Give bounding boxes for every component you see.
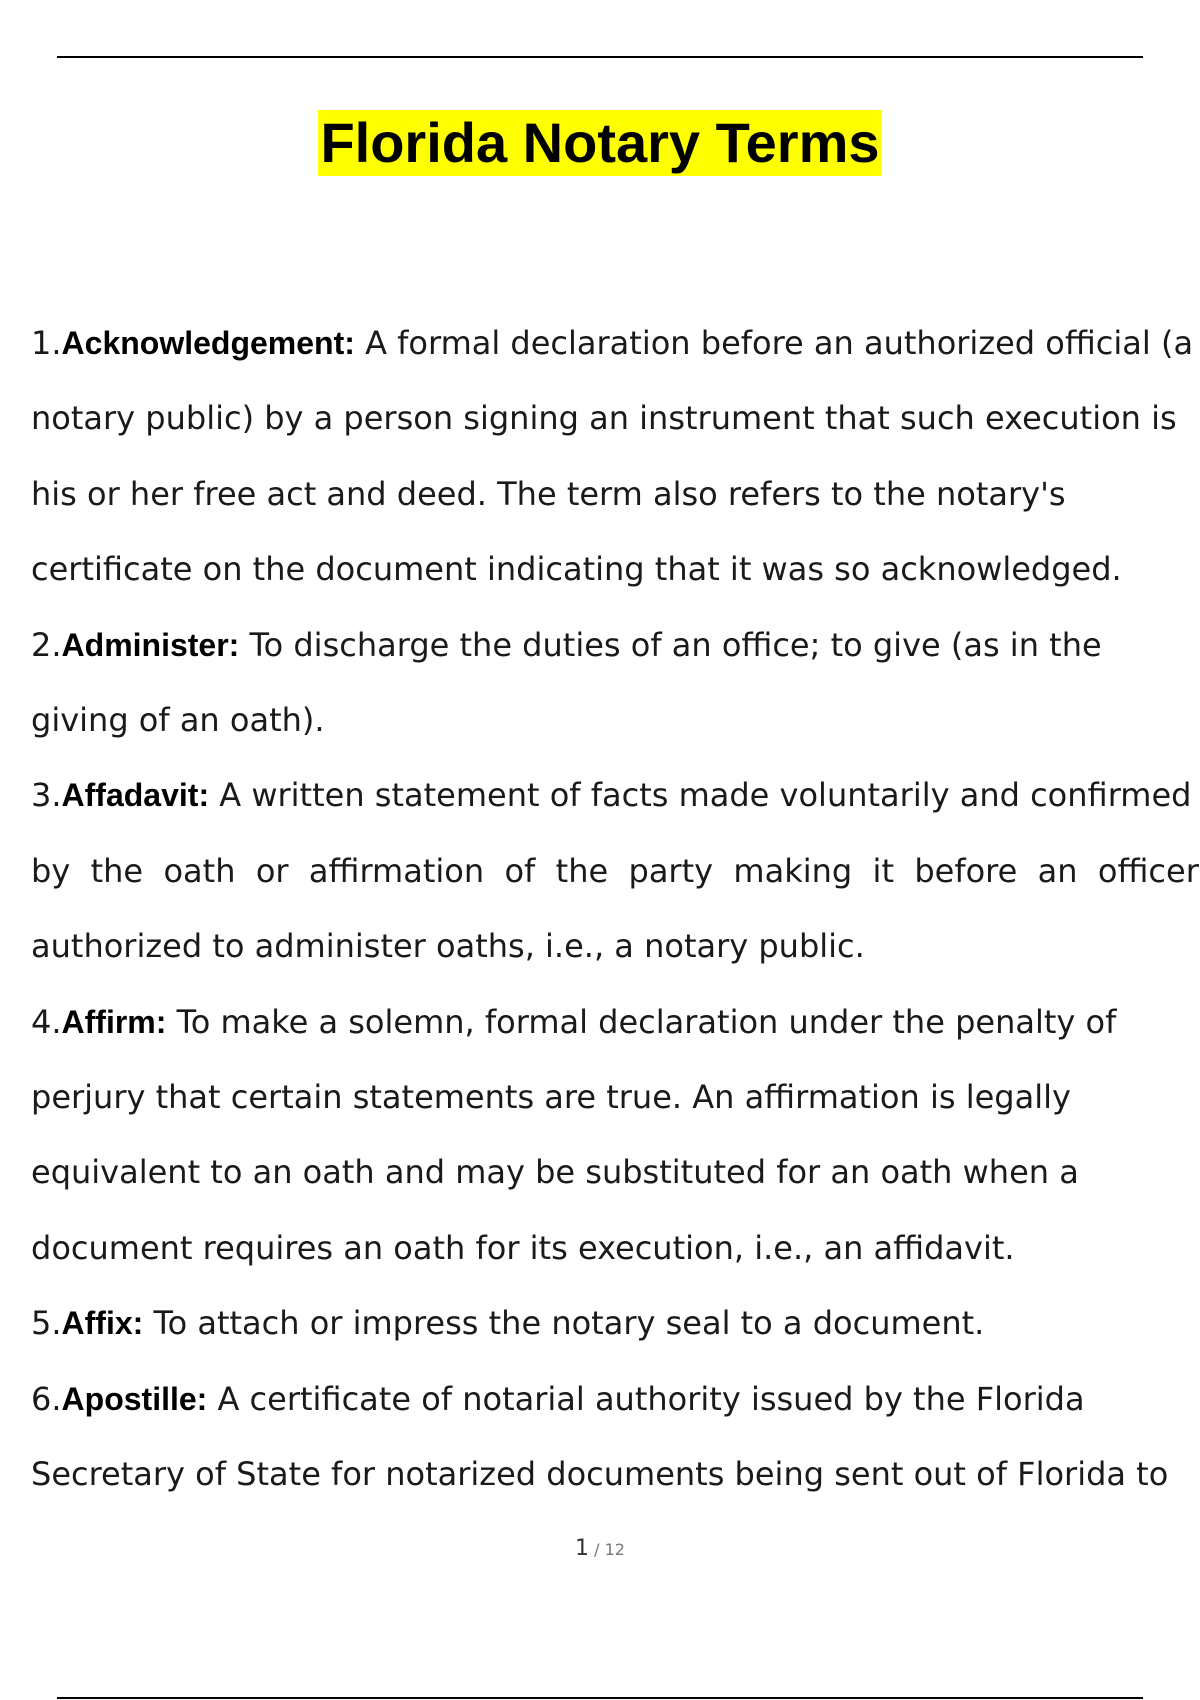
term-line [31, 985, 1200, 1060]
term-definition-text: document requires an oath for its execution, i.e., an affidavit. [31, 1228, 1015, 1267]
term-definition-text: A formal declaration before an authorized official (a [354, 324, 1194, 362]
term-line [31, 306, 1200, 381]
terms-list [31, 306, 1200, 1513]
term-definition-text: equivalent to an oath and may be substituted for an oath when a [31, 1153, 1079, 1192]
term-line [31, 381, 1200, 456]
term-definition-text: To make a solemn, formal declaration under the penalty of [166, 1002, 1117, 1041]
top-divider [57, 56, 1143, 58]
term-line [31, 1362, 1200, 1437]
term-label: Acknowledgement: [61, 325, 355, 361]
term-entry [31, 608, 1200, 759]
term-line [31, 457, 1200, 532]
term-number: 1. [31, 324, 62, 362]
total-pages: 12 [604, 1540, 625, 1559]
term-label: Affadavit: [61, 777, 210, 814]
term-definition-text: his or her free act and deed. The term also refers to the notary's [31, 474, 1066, 513]
term-label: Affix: [61, 1305, 144, 1342]
current-page: 1 [575, 1536, 590, 1561]
term-number: 6. [31, 1379, 62, 1418]
term-label: Affirm: [61, 1003, 167, 1040]
term-definition-text: notary public) by a person signing an instrument that such execution is [31, 399, 1177, 438]
term-entry [31, 1286, 1200, 1361]
term-definition-text: by the oath or affirmation of the party making it before an officer [31, 851, 1199, 890]
term-definition-text: giving of an oath). [31, 701, 325, 740]
term-line [31, 532, 1200, 607]
term-line [31, 1286, 1200, 1361]
term-line [31, 608, 1200, 683]
term-entry [31, 1362, 1200, 1513]
term-line [31, 758, 1200, 833]
term-label: Administer: [61, 626, 240, 663]
term-definition-text: To discharge the duties of an office; to give (as in the [239, 625, 1102, 664]
term-entry [31, 758, 1200, 984]
term-line [31, 909, 1200, 984]
term-line [31, 683, 1200, 758]
term-line [31, 834, 1200, 909]
term-number: 3. [31, 776, 62, 815]
term-number: 4. [31, 1002, 62, 1041]
title-wrapper [0, 110, 1200, 176]
page-separator: / [594, 1540, 600, 1559]
term-definition-text: A certificate of notarial authority issued by the Florida [207, 1379, 1085, 1418]
term-line [31, 1211, 1200, 1286]
term-definition-text: Secretary of State for notarized documents being sent out of Florida to [31, 1455, 1169, 1494]
term-line [31, 1437, 1200, 1512]
page-indicator [0, 1536, 1200, 1561]
bottom-divider [57, 1697, 1143, 1699]
term-entry [31, 985, 1200, 1287]
term-definition-text: To attach or impress the notary seal to a document. [143, 1304, 985, 1343]
term-line [31, 1060, 1200, 1135]
document-title: Florida Notary Terms [320, 111, 880, 174]
term-definition-text: perjury that certain statements are true. An affirmation is legally [31, 1078, 1071, 1117]
term-definition-text: certificate on the document indicating that it was so acknowledged. [31, 550, 1122, 589]
term-number: 2. [31, 625, 62, 664]
term-line [31, 1135, 1200, 1210]
term-label: Apostille: [61, 1380, 208, 1417]
term-definition-text: A written statement of facts made voluntarily and confirmed [209, 776, 1192, 815]
term-definition-text: authorized to administer oaths, i.e., a notary public. [31, 927, 865, 966]
term-number: 5. [31, 1304, 62, 1343]
term-entry [31, 306, 1200, 608]
